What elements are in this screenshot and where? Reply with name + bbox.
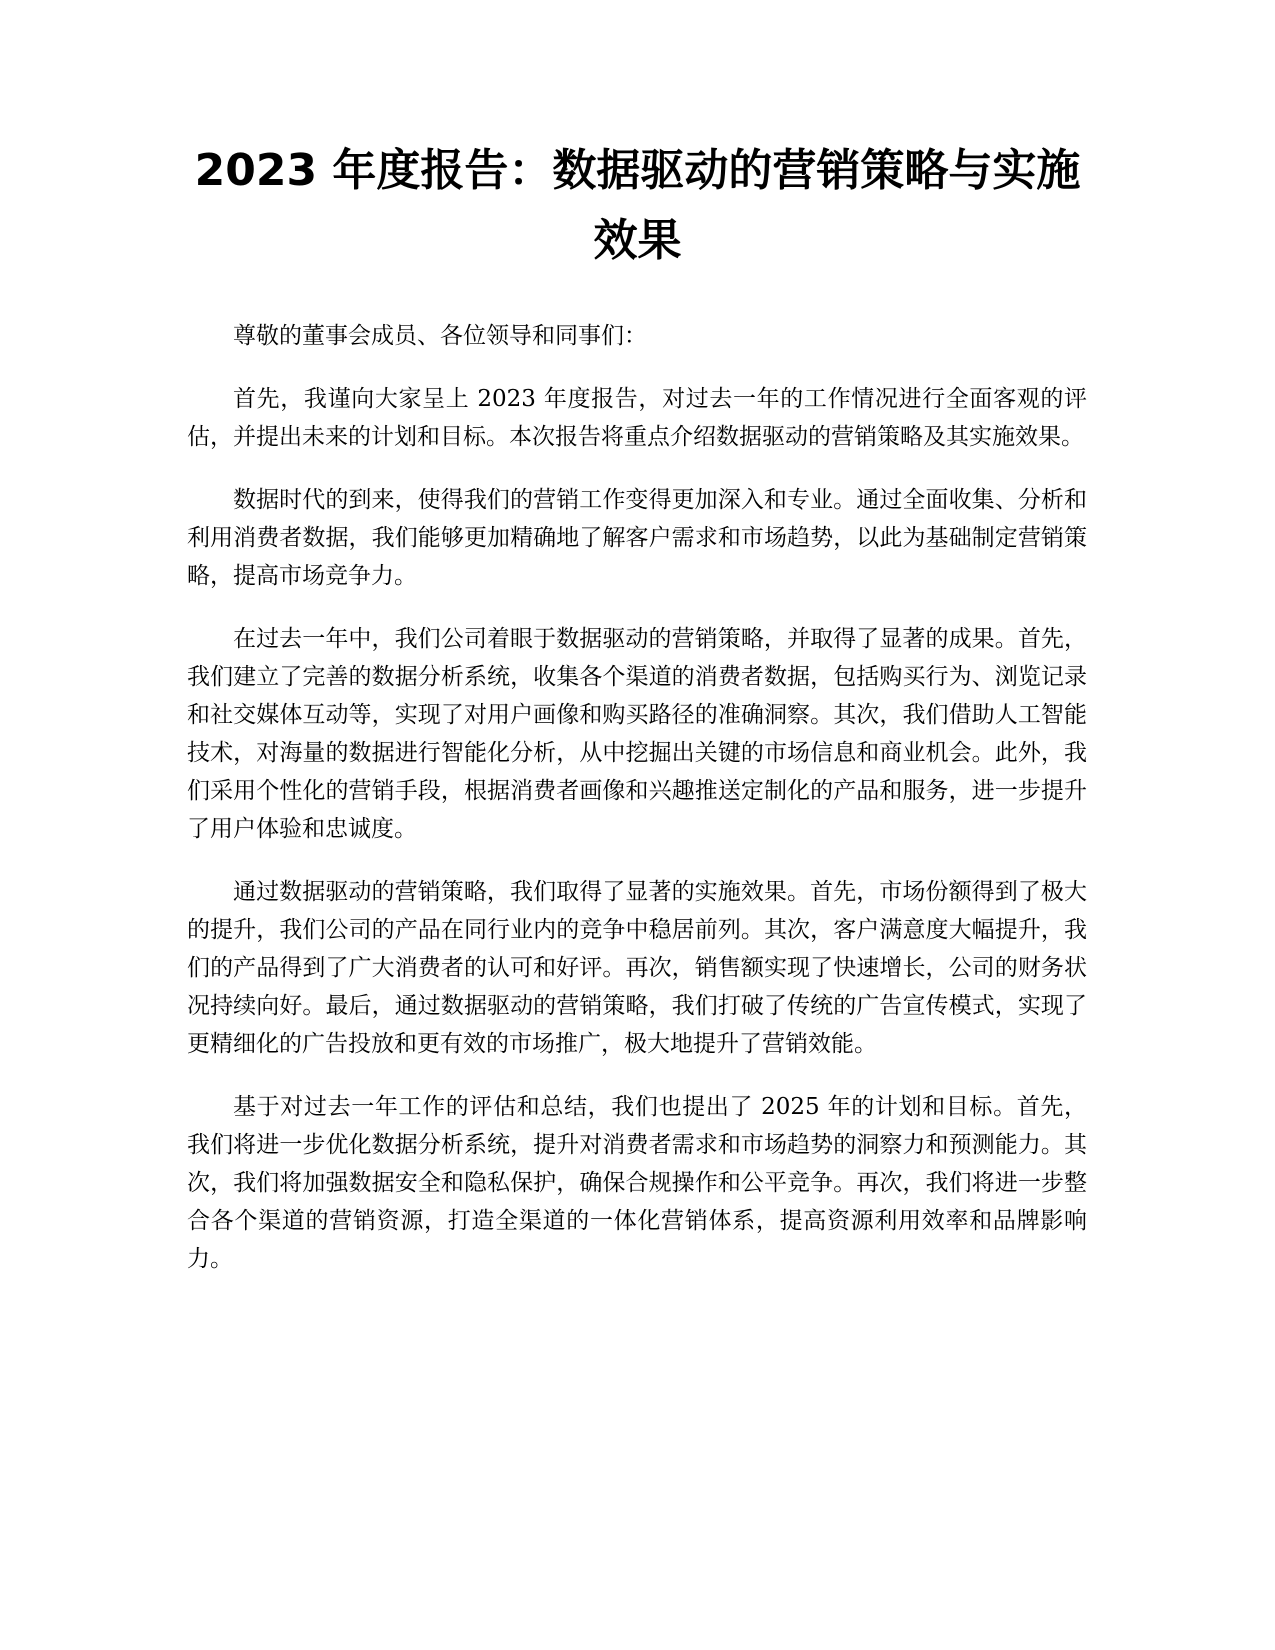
document-title (150, 136, 1125, 276)
title-line-1: 2023 年度报告：数据驱动的营销策略与实施 (194, 145, 1081, 196)
achievements-paragraph: 在过去一年中，我们公司着眼于数据驱动的营销策略，并取得了显著的成果。首先，我们建立了完善的数据分析系统，收集各个渠道的消费者数据，包括购买行为、浏览记录和社交媒体互动等，实现了对用户画像和购买路径的准确洞察。其次，我们借助人工智能技术，对海量的数据进行智能化分析，从中挖掘出关键的市场信息和商业机会。此外，我们采用个性化的营销手段，根据消费者画像和兴趣推送定制化的产品和服务，进一步提升了用户体验和忠诚度。 (187, 626, 1087, 842)
data-era-paragraph: 数据时代的到来，使得我们的营销工作变得更加深入和专业。通过全面收集、分析和利用消费者数据，我们能够更加精确地了解客户需求和市场趋势，以此为基础制定营销策略，提高市场竞争力。 (187, 487, 1087, 589)
title-line-2: 效果 (593, 215, 682, 266)
salutation-paragraph: 尊敬的董事会成员、各位领导和同事们： (233, 323, 647, 349)
plans-paragraph: 基于对过去一年工作的评估和总结，我们也提出了 2025 年的计划和目标。首先，我们将进一步优化数据分析系统，提升对消费者需求和市场趋势的洞察力和预测能力。其次，我们将加强数据安全和隐私保护，确保合规操作和公平竞争。再次，我们将进一步整合各个渠道的营销资源，打造全渠道的一体化营销体系，提高资源利用效率和品牌影响力。 (187, 1094, 1087, 1272)
intro-paragraph: 首先，我谨向大家呈上 2023 年度报告，对过去一年的工作情况进行全面客观的评估，并提出未来的计划和目标。本次报告将重点介绍数据驱动的营销策略及其实施效果。 (187, 386, 1087, 450)
document-body (187, 317, 1087, 1303)
results-paragraph: 通过数据驱动的营销策略，我们取得了显著的实施效果。首先，市场份额得到了极大的提升，我们公司的产品在同行业内的竞争中稳居前列。其次，客户满意度大幅提升，我们的产品得到了广大消费者的认可和好评。再次，销售额实现了快速增长，公司的财务状况持续向好。最后，通过数据驱动的营销策略，我们打破了传统的广告宣传模式，实现了更精细化的广告投放和更有效的市场推广，极大地提升了营销效能。 (187, 879, 1087, 1057)
